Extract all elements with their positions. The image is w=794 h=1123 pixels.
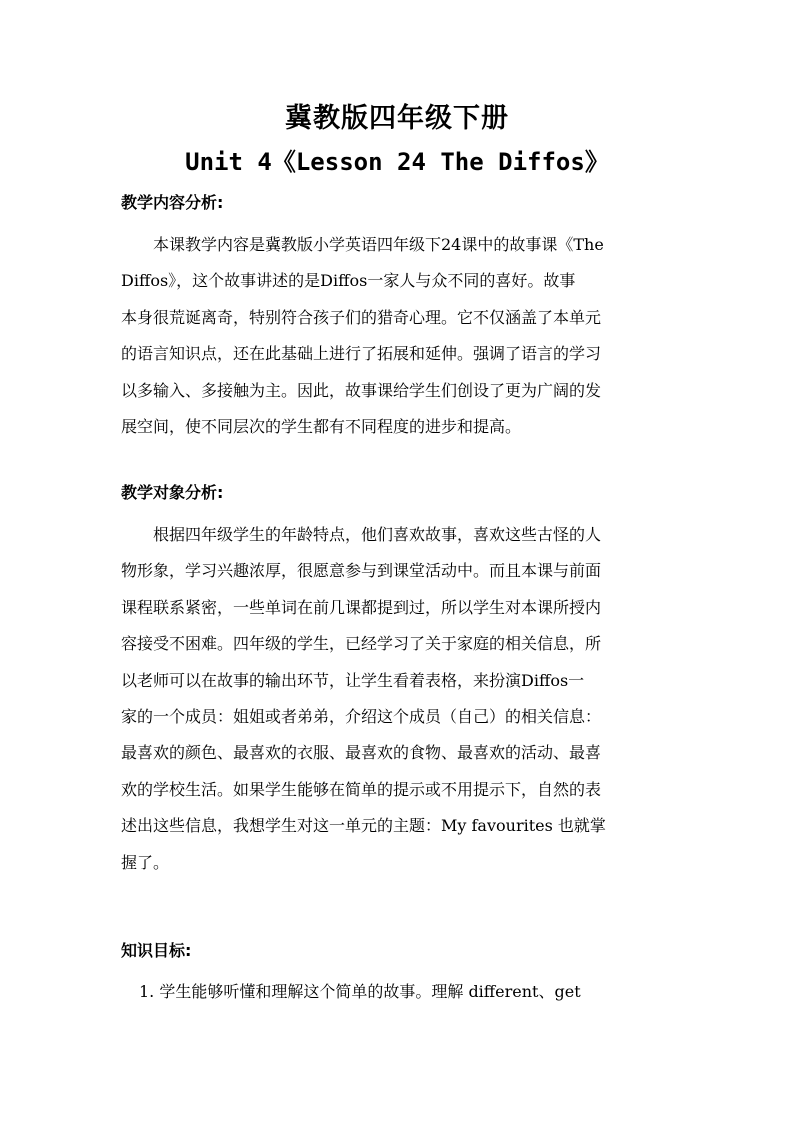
paragraph-line: 以老师可以在故事的输出环节，让学生看着表格，来扮演Diffos一 <box>121 670 585 690</box>
paragraph-line: Diffos》，这个故事讲述的是Diffos一家人与众不同的喜好。故事 <box>121 271 576 291</box>
paragraph-line: 本身很荒诞离奇，特别符合孩子们的猎奇心理。它不仅涵盖了本单元 <box>121 307 602 327</box>
paragraph-line: 物形象，学习兴趣浓厚，很愿意参与到课堂活动中。而且本课与前面 <box>121 561 602 581</box>
paragraph-line: 本课教学内容是冀教版小学英语四年级下24课中的故事课《The <box>121 235 604 254</box>
paragraph-line: 述出这些信息，我想学生对这一单元的主题：My favourites 也就掌 <box>121 816 606 836</box>
section-knowledge-goals-list <box>139 980 676 1004</box>
paragraph-line: 最喜欢的颜色、最喜欢的衣服、最喜欢的食物、最喜欢的活动、最喜 <box>121 743 602 763</box>
paragraph-line: 容接受不困难。四年级的学生，已经学习了关于家庭的相关信息，所 <box>121 634 602 654</box>
section-student-analysis-body <box>121 517 676 881</box>
section-heading: 知识目标: <box>121 941 192 960</box>
section-heading: 教学对象分析: <box>121 483 224 502</box>
paragraph-line: 根据四年级学生的年龄特点，他们喜欢故事，喜欢这些古怪的人 <box>121 525 602 544</box>
paragraph-line: 家的一个成员：姐姐或者弟弟，介绍这个成员（自己）的相关信息： <box>121 707 602 727</box>
section-student-analysis <box>121 483 676 503</box>
list-item: 1. 学生能够听懂和理解这个简单的故事。理解 different、get <box>139 982 581 1001</box>
paragraph-line: 欢的学校生活。如果学生能够在简单的提示或不用提示下，自然的表 <box>121 779 602 799</box>
section-heading: 教学内容分析: <box>121 193 224 212</box>
section-content-analysis-body <box>121 227 676 445</box>
paragraph-line: 以多输入、多接触为主。因此，故事课给学生们创设了更为广阔的发 <box>121 380 602 400</box>
paragraph-line: 握了。 <box>121 852 170 872</box>
paragraph-line: 课程联系紧密，一些单词在前几课都提到过，所以学生对本课所授内 <box>121 597 602 617</box>
document-subtitle: Unit 4《Lesson 24 The Diffos》 <box>185 148 609 176</box>
document-title: 冀教版四年级下册 <box>285 103 509 134</box>
paragraph-line: 的语言知识点，还在此基础上进行了拓展和延伸。强调了语言的学习 <box>121 344 602 364</box>
paragraph-line: 展空间，使不同层次的学生都有不同程度的进步和提高。 <box>121 417 522 437</box>
section-knowledge-goals <box>121 941 676 961</box>
section-content-analysis <box>121 193 676 213</box>
